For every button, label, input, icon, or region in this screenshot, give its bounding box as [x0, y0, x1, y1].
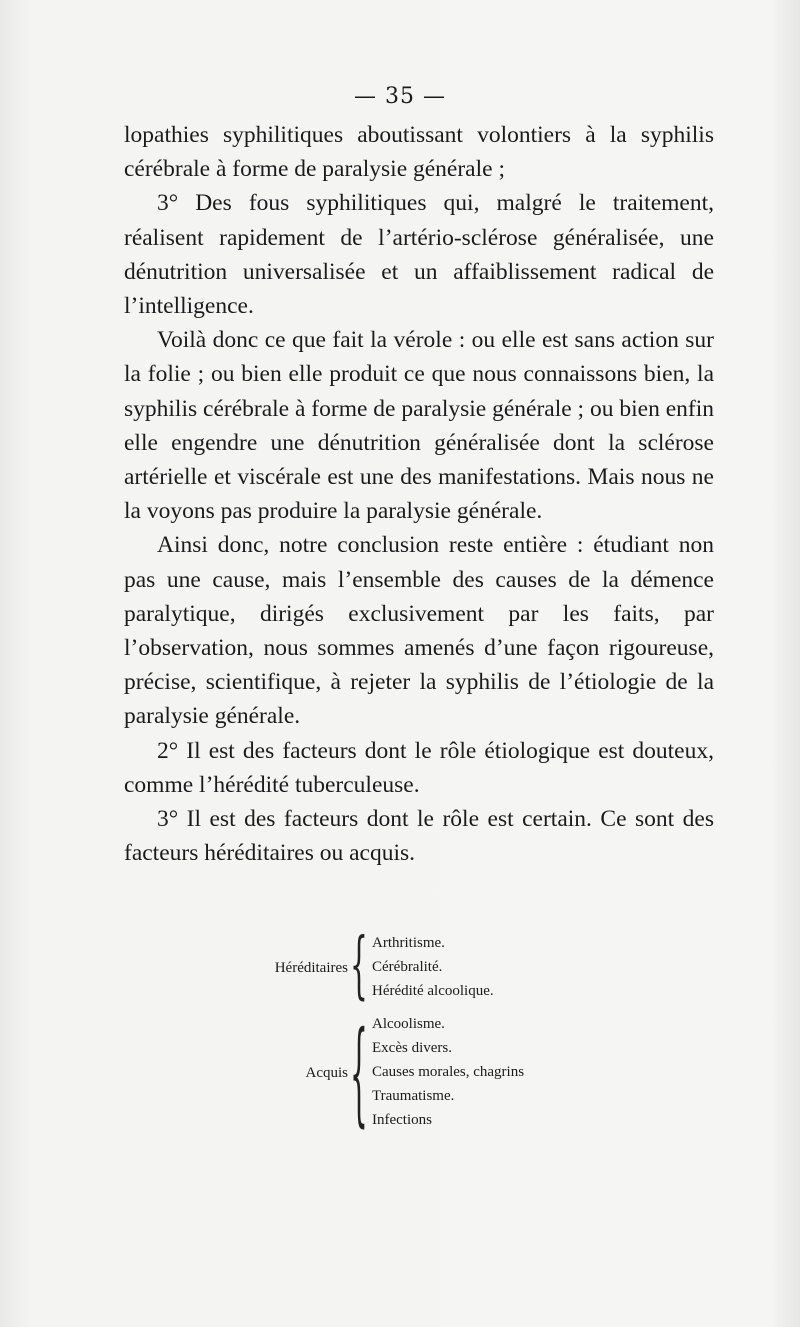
- brace-hereditaires: {: [350, 922, 368, 1008]
- group-label-acquis: Acquis: [305, 1065, 348, 1081]
- paragraph-verole: Voilà donc ce que fait la vérole : ou elle est sans action sur la folie ; ou bien elle produit ce que nous connaissons bien, la syphilis cérébrale à forme de paralysie générale ; ou bien enfin elle engendre une dénutrition généralisée dont la sclérose artérielle et viscérale est une des manifestations. Mais nous ne la voyons pas produire la paralysie générale.: [124, 327, 714, 525]
- factor-item: Excès divers.: [372, 1040, 452, 1056]
- factor-item: Infections: [372, 1112, 432, 1128]
- factor-item: Hérédité alcoolique.: [372, 983, 494, 999]
- group-label-hereditaires: Héréditaires: [274, 960, 348, 976]
- factor-item: Causes morales, chagrins: [372, 1064, 525, 1080]
- paragraph-syphilitic-insane: 3° Des fous syphilitiques qui, malgré le traitement, réalisent rapidement de l’artério-sclérose généralisée, une dénutrition universalisée et un affaiblissement radical de l’intelligence.: [124, 190, 714, 320]
- factor-item: Alcoolisme.: [372, 1016, 445, 1032]
- paragraph-certain-factors: 3° Il est des facteurs dont le rôle est certain. Ce sont des facteurs héréditaires ou acquis.: [124, 806, 714, 867]
- factor-item: Traumatisme.: [372, 1088, 455, 1104]
- brace-acquis: {: [350, 1007, 368, 1139]
- paragraph-doubtful-factors: 2° Il est des facteurs dont le rôle étiologique est douteux, comme l’hérédité tuberculeuse.: [124, 737, 714, 798]
- page-number: — 35 —: [354, 84, 446, 109]
- paragraph-conclusion: Ainsi donc, notre conclusion reste entière : étudiant non pas une cause, mais l’ensemble des causes de la démence paralytique, dirigés exclusivement par les faits, par l’observation, nous sommes amenés d’une façon rigoureuse, précise, scientifique, à rejeter la syphilis de l’étiologie de la paralysie générale.: [124, 532, 714, 730]
- factor-item: Arthritisme.: [372, 935, 445, 951]
- paragraph-continuation: lopathies syphilitiques aboutissant volontiers à la syphilis cérébrale à forme de paralysie générale ;: [124, 122, 714, 183]
- factor-item: Cérébralité.: [372, 959, 443, 975]
